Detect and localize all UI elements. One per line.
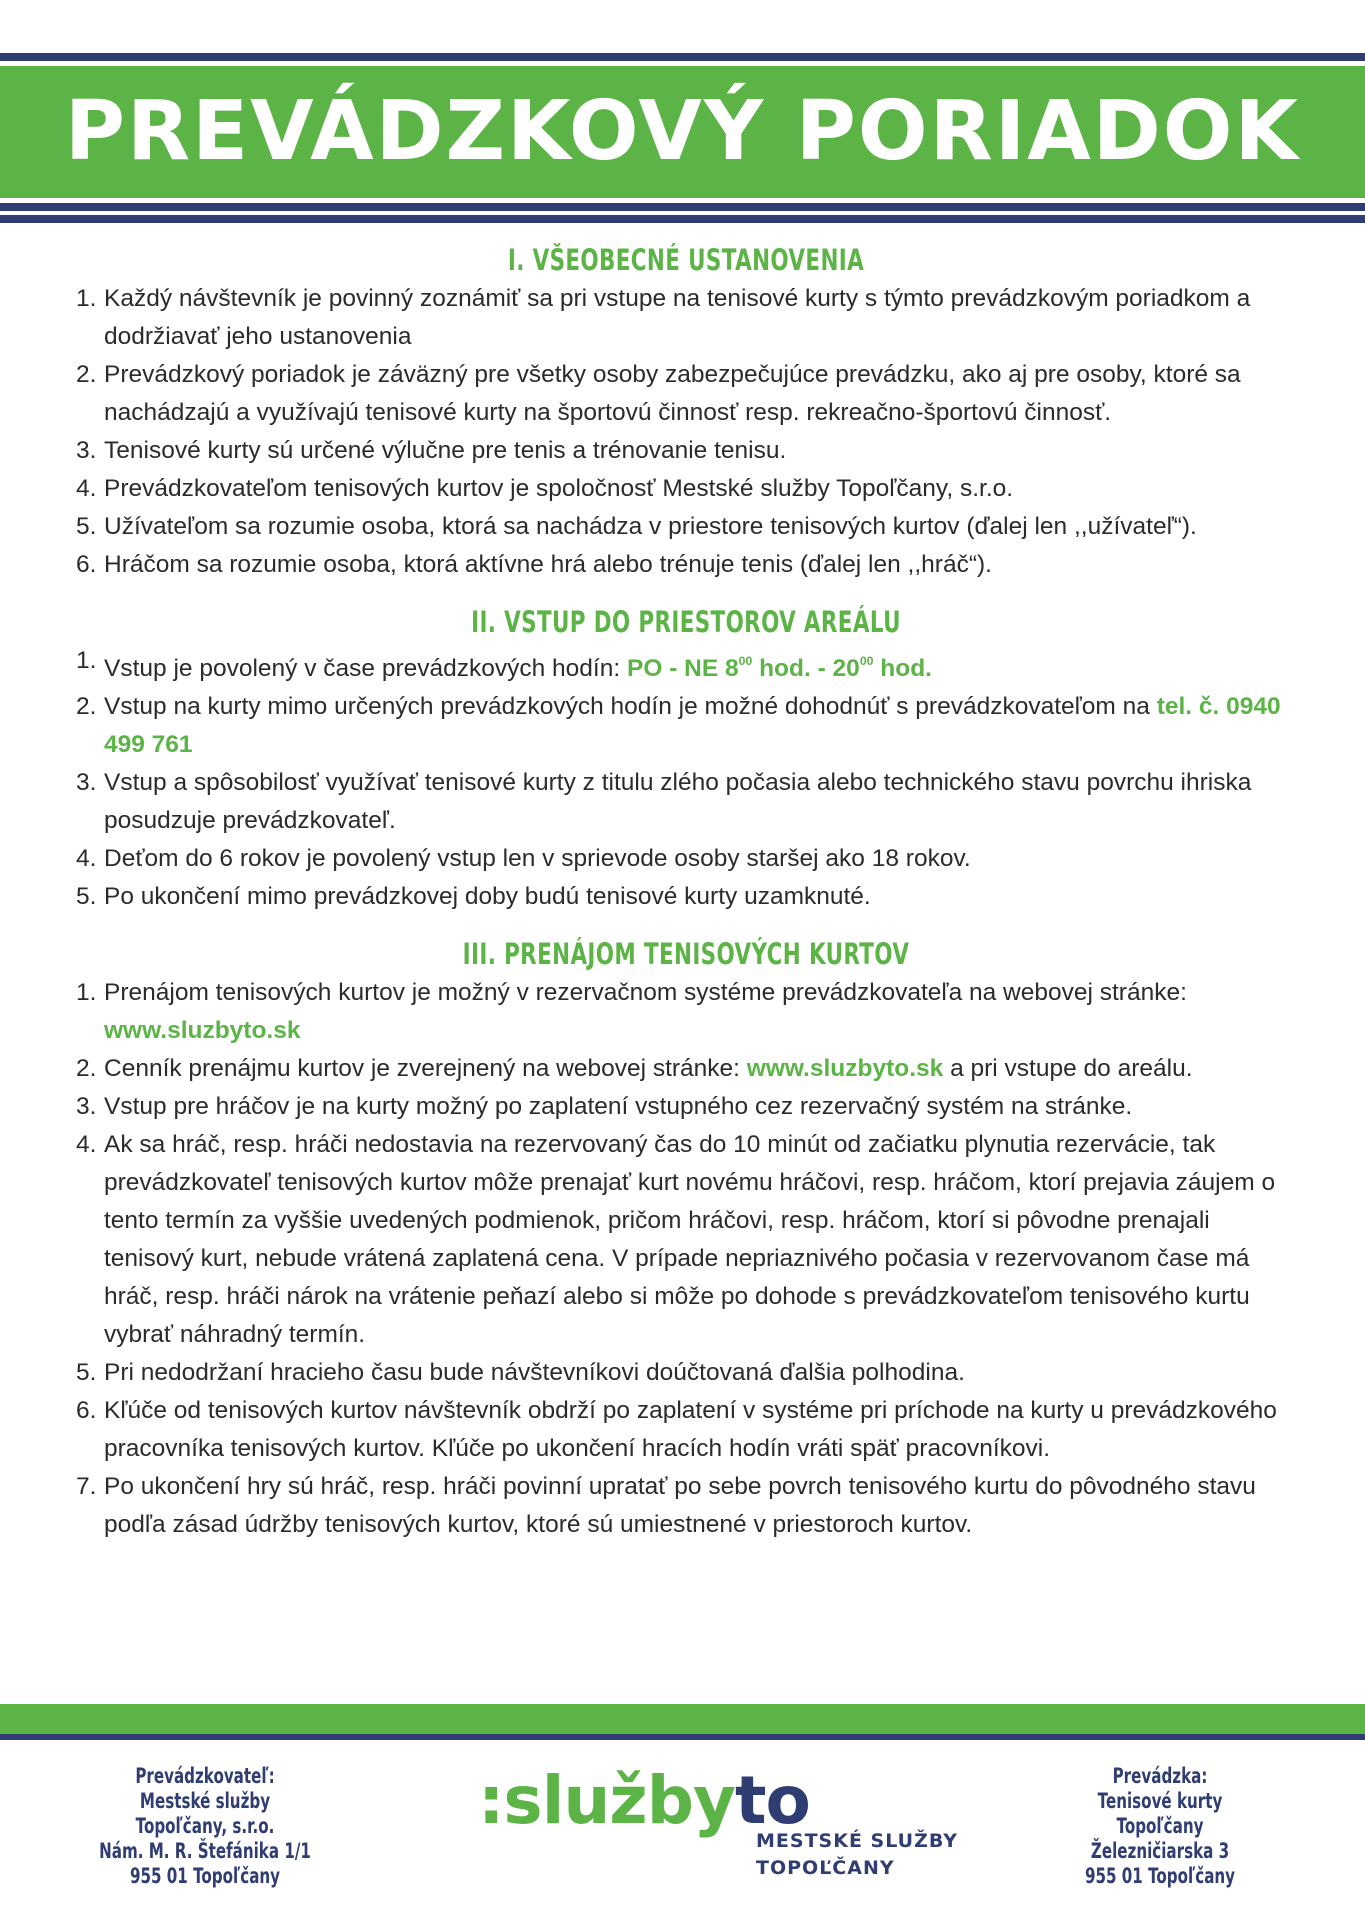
rule-text-part: Vstup na kurty mimo určených prevádzkových hodín je možné dohodnúť s prevádzkovateľom na <box>104 693 1157 721</box>
logo-colon: : <box>478 1762 504 1839</box>
rule-item <box>76 642 1296 688</box>
rule-text-part: Prenájom tenisových kurtov je možný v rezervačnom systéme prevádzkovateľa na webovej stránke: <box>104 979 1187 1007</box>
rule-text <box>104 655 932 682</box>
facility-city: 955 01 Topoľčany <box>1084 1864 1236 1888</box>
facility-name: Tenisové kurty Topoľčany <box>1097 1789 1223 1838</box>
highlight-text: hod. - 20 <box>752 655 860 683</box>
rule-text <box>104 1473 1256 1538</box>
rule-text-part: Vstup pre hráčov je na kurty možný po zaplatení vstupného cez rezervačný systém na stránke. <box>104 1093 1133 1121</box>
rule-item <box>76 974 1296 1050</box>
highlight-text: tel. č. 0940 499 761 <box>104 693 1281 759</box>
section-1 <box>76 240 1296 584</box>
rule-item <box>76 508 1296 546</box>
rule-text <box>104 1055 1193 1082</box>
rule-number: 1. <box>76 647 97 674</box>
rule-item <box>76 1050 1296 1088</box>
rule-number: 6. <box>76 551 97 578</box>
rule-item <box>76 546 1296 584</box>
operator-address <box>97 1764 313 1889</box>
section-3 <box>76 934 1296 1544</box>
rule-number: 5. <box>76 513 97 540</box>
rule-number: 1. <box>76 285 97 312</box>
rule-number: 4. <box>76 1131 97 1159</box>
logo-main: služby <box>503 1762 735 1839</box>
rule-item <box>76 764 1296 840</box>
rule-text <box>104 769 1251 834</box>
rule-text <box>104 551 992 578</box>
rule-number: 4. <box>76 475 97 502</box>
logo-to: to <box>734 1762 810 1839</box>
rule-text-part: Ak sa hráč, resp. hráči nedostavia na rezervovaný čas do 10 minút od začiatku plynutia rezervácie, tak prevádzkovateľ tenisových kurtov môže prenajať kurt novému hráčovi, resp. hráčom, ktorí prejavia záujem o tento termín za vyššie uvedených podmienok, pričom hráčovi, resp. hráčom, ktorí si pôvodne prenajali tenisový kurt, nebude vrátená zaplatená cena. V prípade nepriaznivého počasia v rezervovanom čase má hráč, resp. hráči nárok na vrátenie peňazí alebo si môže po dohode s prevádzkovateľom tenisového kurtu vybrať náhradný termín. <box>104 1131 1276 1349</box>
highlight-text: www.sluzbyto.sk <box>746 1055 944 1083</box>
logo-subtitle-line-1: MESTSKÉ SLUŽBY <box>756 1830 959 1852</box>
rule-item <box>76 1126 1296 1354</box>
rule-item <box>76 470 1296 508</box>
rule-item <box>76 1354 1296 1392</box>
rule-text-part: Po ukončení mimo prevádzkovej doby budú tenisové kurty uzamknuté. <box>104 883 871 911</box>
rule-item <box>76 1468 1296 1544</box>
rule-number: 5. <box>76 883 97 911</box>
rule-item <box>76 280 1296 356</box>
rule-text-part: Tenisové kurty sú určené výlučne pre tenis a trénovanie tenisu. <box>104 437 787 464</box>
top-navy-line <box>0 53 1365 61</box>
rule-text <box>104 883 871 910</box>
rule-text-part: Pri nedodržaní hracieho času bude návštevníkovi doúčtovaná ďalšia polhodina. <box>104 1359 965 1387</box>
rules-list <box>76 974 1296 1544</box>
rule-number: 3. <box>76 1093 97 1121</box>
rules-content <box>76 240 1296 1544</box>
rule-item <box>76 688 1296 764</box>
rule-text <box>104 475 1013 502</box>
rule-text <box>104 361 1241 426</box>
rule-text-part: a pri vstupe do areálu. <box>943 1055 1193 1083</box>
highlight-text: hod. <box>873 655 932 683</box>
rule-number: 7. <box>76 1473 97 1501</box>
logo-wordmark <box>478 1762 810 1839</box>
rule-text <box>104 437 786 464</box>
rule-text-part: Kľúče od tenisových kurtov návštevník obdrží po zaplatení v systéme pri príchode na kurty u prevádzkového pracovníka tenisových kurtov. Kľúče po ukončení hracích hodín vráti späť pracovníkovi. <box>104 1397 1277 1463</box>
logo-subtitle-line-2: TOPOĽČANY <box>756 1857 895 1879</box>
rule-text-part: Vstup a spôsobilosť využívať tenisové kurty z titulu zlého počasia alebo technického stavu povrchu ihriska posudzuje prevádzkovateľ. <box>104 769 1252 835</box>
rule-text-part: Po ukončení hry sú hráč, resp. hráči povinní upratať po sebe povrch tenisového kurtu do pôvodného stavu podľa zásad údržby tenisových kurtov, ktoré sú umiestnené v priestoroch kurtov. <box>104 1473 1256 1539</box>
rule-item <box>76 840 1296 878</box>
rule-number: 6. <box>76 1397 97 1425</box>
footer-band <box>0 1704 1365 1734</box>
rule-text <box>104 845 971 872</box>
rule-text <box>104 979 1187 1044</box>
rule-item <box>76 878 1296 916</box>
logo-subtitle <box>756 1828 958 1882</box>
section-2 <box>76 602 1296 916</box>
highlight-text: 00 <box>738 654 753 668</box>
operator-street: Nám. M. R. Štefánika 1/1 <box>99 1839 311 1863</box>
highlight-text: 00 <box>859 654 874 668</box>
rule-text-part: Cenník prenájmu kurtov je zverejnený na webovej stránke: <box>104 1055 747 1083</box>
rule-item <box>76 356 1296 432</box>
rule-text <box>104 693 1281 758</box>
rule-text-part: Deťom do 6 rokov je povolený vstup len v sprievode osoby staršej ako 18 rokov. <box>104 845 971 873</box>
rules-list <box>76 280 1296 584</box>
rule-text <box>104 1093 1132 1120</box>
rule-text <box>104 513 1197 540</box>
rule-number: 5. <box>76 1359 97 1387</box>
facility-address <box>1052 1764 1268 1889</box>
rule-item <box>76 432 1296 470</box>
header-band <box>0 66 1365 198</box>
header-navy-line-2 <box>0 215 1365 223</box>
rule-text-part: Prevádzkový poriadok je záväzný pre všetky osoby zabezpečujúce prevádzku, ako aj pre osoby, ktoré sa nachádzajú a využívajú tenisové kurty na športovú činnosť resp. rekreačno-športovú činnosť. <box>104 361 1241 426</box>
rule-text-part: Každý návštevník je povinný zoznámiť sa pri vstupe na tenisové kurty s týmto prevádzkovým poriadkom a dodržiavať jeho ustanovenia <box>104 285 1251 350</box>
footer-navy-line <box>0 1734 1365 1740</box>
section-title: I. VŠEOBECNÉ USTANOVENIA <box>507 243 865 277</box>
rule-text-part: Prevádzkovateľom tenisových kurtov je spoločnosť Mestské služby Topoľčany, s.r.o. <box>104 475 1014 502</box>
highlight-text: www.sluzbyto.sk <box>104 1017 301 1045</box>
operator-label: Prevádzkovateľ: <box>135 1764 275 1788</box>
page-title: PREVÁDZKOVÝ PORIADOK <box>64 84 1301 179</box>
operator-city: 955 01 Topoľčany <box>129 1864 281 1888</box>
rules-list <box>76 642 1296 916</box>
facility-street: Železničiarska 3 <box>1090 1839 1230 1863</box>
highlight-text: PO - NE 8 <box>626 655 739 683</box>
rule-item <box>76 1088 1296 1126</box>
sluzbyto-logo <box>478 1762 959 1886</box>
rule-number: 4. <box>76 845 97 873</box>
rule-number: 2. <box>76 1055 97 1083</box>
rule-text <box>104 285 1250 350</box>
facility-label: Prevádzka: <box>1112 1764 1208 1788</box>
rule-text <box>104 1131 1275 1348</box>
rule-text <box>104 1397 1277 1462</box>
rule-item <box>76 1392 1296 1468</box>
rule-number: 3. <box>76 769 97 797</box>
rule-text <box>104 1359 965 1386</box>
rule-number: 2. <box>76 693 97 721</box>
section-title: III. PRENÁJOM TENISOVÝCH KURTOV <box>462 937 910 972</box>
rule-number: 1. <box>76 979 97 1007</box>
rule-number: 3. <box>76 437 97 464</box>
rule-number: 2. <box>76 361 97 388</box>
header-navy-line <box>0 203 1365 211</box>
rule-text-part: Užívateľom sa rozumie osoba, ktorá sa nachádza v priestore tenisových kurtov (ďalej len ,,užívateľ“). <box>104 513 1197 540</box>
operator-company: Mestské služby Topoľčany, s.r.o. <box>135 1789 275 1838</box>
section-title: II. VSTUP DO PRIESTOROV AREÁLU <box>471 605 901 639</box>
rule-text-part: Vstup je povolený v čase prevádzkových hodín: <box>104 655 627 683</box>
rule-text-part: Hráčom sa rozumie osoba, ktorá aktívne hrá alebo trénuje tenis (ďalej len ,,hráč“). <box>104 551 992 578</box>
